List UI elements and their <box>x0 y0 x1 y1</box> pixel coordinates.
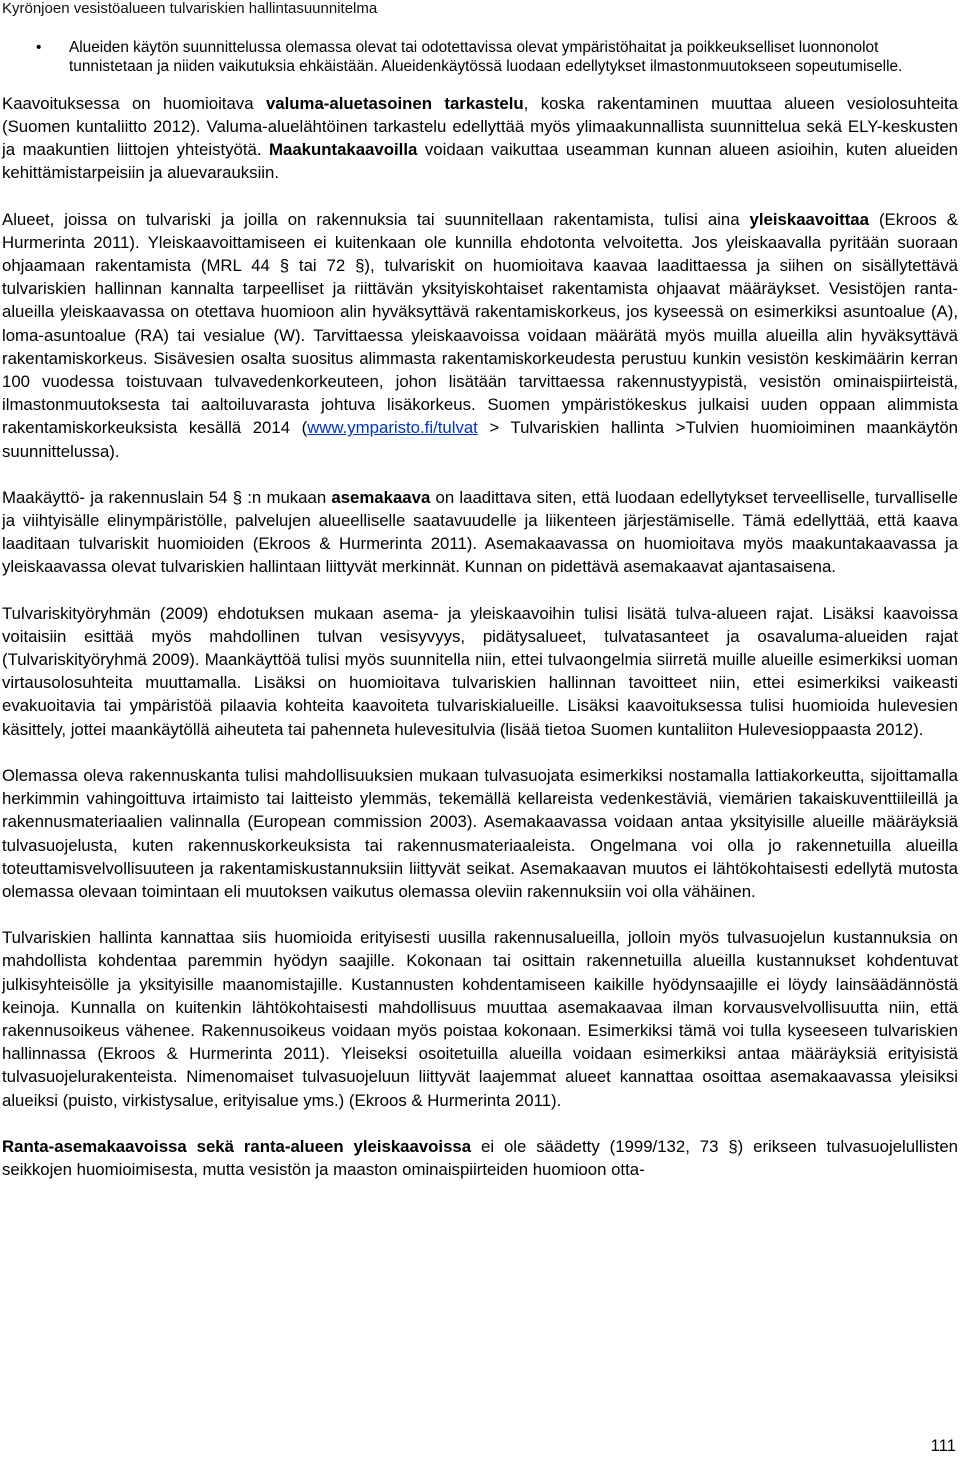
bullet-list <box>2 38 958 77</box>
paragraph-asemakaava <box>2 486 958 579</box>
bullet-icon: • <box>36 39 42 56</box>
list-item <box>2 38 958 77</box>
text-run: ei ole säädetty (1999/132, 73 §) erikseen tulvasuojelullisten seikkojen huomioimisesta, mutta vesistön ja maaston ominaispiirteiden huomioon otta- <box>2 1136 959 1179</box>
text-run: Kaavoituksessa on huomioitava <box>2 93 266 113</box>
paragraph-yleiskaava <box>2 208 958 463</box>
page-header: Kyrönjoen vesistöalueen tulvariskien hallintasuunnitelma <box>2 0 378 17</box>
list-item-text: Alueiden käytön suunnittelussa olemassa olevat tai odotettavissa olevat ympäristöhaitat ja poikkeukselliset luonnonolot tunnistetaan ja niiden vaikutuksia ehkäistään. Alueidenkäytössä luodaan edellytykset ilmastonmuutokseen sopeutumiselle. <box>69 39 903 76</box>
text-run: , koska rakentaminen muuttaa alueen vesiolosuhteita (Suomen kuntaliitto 2012). Valuma-aluelähtöinen tarkastelu edellyttää myös ylimaakunnallista suunnittelua sekä ELY-keskusten ja maakuntien liittojen yhteistyötä. <box>2 93 958 160</box>
bold-term: yleiskaavoittaa <box>749 209 869 229</box>
text-run: voidaan vaikuttaa useamman kunnan alueen asioihin, kuten alueiden kehittämistarpeisiin ja aluevarauksiin. <box>2 140 958 183</box>
bold-term: Ranta-asemakaavoissa sekä ranta-alueen yleiskaavoissa <box>2 1136 472 1156</box>
paragraph-kustannukset: Tulvariskien hallinta kannattaa siis huomioida erityisesti uusilla rakennusalueilla, jolloin myös tulvasuojelun kustannuksia on mahdollista kohdentaa paremmin hyödyn saajille. Kokonaan tai osittain rakennetuilla alueilla kustannukset kohdentuvat julkisyhteisölle ja yksityisille maanomistajille. Kustannusten kohdentamiseen kaikille hyödynsaajille ei löydy lainsäädännöstä keinoja. Kunnalla on kuitenkin lähtökohtaisesti mahdollisuus muuttaa asemakaavaa ilman korvausvelvollisuutta niin, että rakennusoikeus vähenee. Rakennusoikeus voidaan myös poistaa kokonaan. Esimerkiksi tämä voi tulla kyseeseen tulvariskien hallinnassa (Ekroos & Hurmerinta 2011). Yleiseksi osoitetuilla alueilla voidaan esimerkiksi antaa määräyksiä erityisistä tulvasuojelurakenteista. Nimenomaiset tulvasuojeluun liittyvät laajemmat alueet kannattaa osoittaa asemakaavassa yleisiksi alueiksi (puisto, virkistysalue, erityisalue yms.) (Ekroos & Hurmerinta 2011). <box>2 928 958 1110</box>
text-run: Maakäyttö- ja rakennuslain 54 § :n mukaan <box>2 487 332 507</box>
bold-term: valuma-aluetasoinen tarkastelu <box>265 93 524 113</box>
paragraph-ranta-asemakaava <box>2 1135 958 1181</box>
text-run: Alueet, joissa on tulvariski ja joilla on rakennuksia tai suunnitellaan rakentamista, tulisi aina <box>2 209 750 229</box>
bold-term: Maakuntakaavoilla <box>269 140 418 160</box>
ymparisto-link[interactable]: www.ymparisto.fi/tulvat <box>307 418 478 438</box>
text-run: (Ekroos & Hurmerinta 2011). Yleiskaavoittamiseen ei kuitenkaan ole kunnilla ehdotonta velvoitetta. Jos yleiskaavalla pyritään suoraan ohjaamaan rakentamista (MRL 44 § tai 72 §), tulvariskit on huomioitava kaavaa laadittaessa ja siihen on sisällytettävä tulvariskien hallinnan kannalta tarpeelliset ja riittävän yksityiskohtaiset rakentamista ohjaavat määräykset. Vesistöjen ranta-alueilla yleiskaavassa on otettava huomioon alin hyväksyttävä rakentamiskorkeus, jos kyseessä on esimerkiksi asuntoalue (A), loma-asuntoalue (RA) tai vesialue (W). Tarvittaessa yleiskaavoissa voidaan määrätä myös muilla alueilla alin hyväksyttävä rakentamiskorkeus. Sisävesien osalta suositus alimmasta rakentamiskorkeudesta perustuu kunkin vesistön keskimäärin kerran 100 vuodessa toistuvaan tulvavedenkorkeuteen, johon lisätään tarvittaessa rakennustyypistä, vesistön ominaispiirteistä, ilmastonmuutoksesta tai aaltoiluvarasta johtuva lisäkorkeus. Suomen ympäristökeskus julkaisi uuden oppaan alimmista rakentamiskorkeuksista kesällä 2014 ( <box>2 209 958 438</box>
text-run: > Tulvariskien hallinta >Tulvien huomioiminen maankäytön suunnittelussa). <box>2 418 958 461</box>
text-run: on laadittava siten, että luodaan edellytykset terveelliselle, turvalliselle ja viihtyisälle elinympäristölle, palvelujen alueelliselle saatavuudelle ja liikenteen järjestämiselle. Tämä edellyttää, että kaava laaditaan tulvariskit huomioiden (Ekroos & Hurmerinta 2011). Asemakaavassa on huomioitava myös maakuntakaavassa ja yleiskaavassa olevat tulvariskien hallintaan liittyvät merkinnät. Kunnan on pidettävä asemakaavat ajantasaisena. <box>2 487 958 577</box>
page-number: 111 <box>930 1436 956 1455</box>
bold-term: asemakaava <box>331 487 431 507</box>
document-body <box>2 38 958 1204</box>
paragraph-tulvariskityoryhma: Tulvariskityöryhmän (2009) ehdotuksen mukaan asema- ja yleiskaavoihin tulisi lisätä tulva-alueen rajat. Lisäksi kaavoissa voitaisiin esittää myös mahdollinen tulvan vesisyvyys, pidätysalueet, tulvatasanteet ja osavaluma-alueiden rajat (Tulvariskityöryhmä 2009). Maankäyttöä tulisi myös suunnitella niin, ettei tulvaongelmia siirretä muille alueille esimerkiksi uoman virtausolosuhteita muuttamalla. Lisäksi on huomioitava tulvariskien hallinnan tavoitteet niin, ettei esimerkiksi vaikeasti evakuoitavia tai ympäristöä pilaavia kohteita kaavoiteta tulvariskialueille. Lisäksi kaavoituksessa tulisi huomioida hulevesien käsittely, jottei maankäytöllä aiheuteta tai pahenneta hulevesitulvia (lisää tietoa Suomen kuntaliiton Hulevesioppaasta 2012). <box>2 603 958 739</box>
paragraph-rakennuskanta: Olemassa oleva rakennuskanta tulisi mahdollisuuksien mukaan tulvasuojata esimerkiksi nostamalla lattiakorkeutta, sijoittamalla herkimmin vahingoittuva irtaimisto tai laitteisto ylemmäs, tekemällä kellareista vedenkestäviä, viemärien takaiskuventtiileillä ja rakennusmateriaalien valinnalla (European commission 2003). Asemakaavassa voidaan antaa yksityisille alueille määräyksiä tulvasuojelusta, kuten rakennuskorkeuksista tai rakennusmateriaaleista. Ongelmana voi olla jo rakennetuilla alueilla toteuttamisvelvollisuuteen ja rakentamiskustannuksiin liittyvät seikat. Asemakaavan muutos ei lähtökohtaisesti edellytä mutosta olemassa olevaan toimintaan eli muutoksen vaikutus olemassa oleviin rakennuksiin voi olla vähäinen. <box>2 765 958 901</box>
paragraph-valuma-alue <box>2 92 958 185</box>
